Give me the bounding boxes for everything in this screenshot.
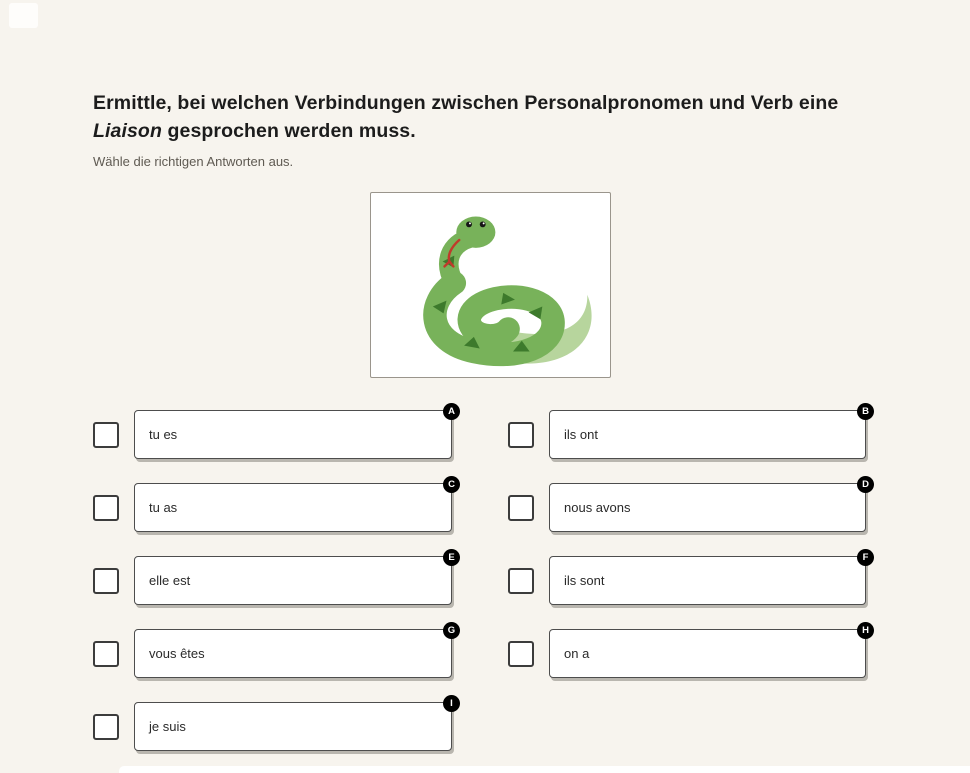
option-d-answer[interactable] [549,479,869,532]
option-h [508,625,869,678]
option-e-label: elle est [149,573,191,588]
option-b-label: ils ont [564,427,598,442]
option-c-label: tu as [149,500,178,515]
task-instruction: Wähle die richtigen Antworten aus. [93,154,294,169]
option-f-label: ils sont [564,573,605,588]
option-i-checkbox[interactable] [93,714,119,740]
option-e-answer[interactable] [134,552,455,605]
bottom-white-strip [119,766,970,773]
option-g-badge: G [443,622,460,639]
option-h-label: on a [564,646,590,661]
option-a-answer[interactable] [134,406,455,459]
option-f-answer[interactable] [549,552,869,605]
option-i-answer[interactable] [134,698,453,751]
option-a-checkbox[interactable] [93,422,119,448]
option-f [508,552,869,605]
illustration-frame [370,192,611,378]
option-d-checkbox[interactable] [508,495,534,521]
option-b-answer[interactable] [549,406,869,459]
option-d-label: nous avons [564,500,631,515]
task-title-text: Ermittle, bei welchen Verbindungen zwischen Personalpronomen und Verb eine [93,92,839,114]
task-title-emphasis: Liaison [93,119,162,142]
option-g-checkbox[interactable] [93,641,119,667]
option-d-badge: D [857,476,874,493]
option-b [508,406,869,459]
snake-illustration-icon [375,197,606,373]
option-e-checkbox[interactable] [93,568,119,594]
option-a-label: tu es [149,427,178,442]
option-h-answer[interactable] [549,625,869,678]
option-a-badge: A [443,403,460,420]
task-title-text-end: gesprochen werden muss. [161,119,416,142]
option-f-checkbox[interactable] [508,568,534,594]
option-h-badge: H [857,622,874,639]
option-e [93,552,455,605]
option-g-answer[interactable] [134,625,456,678]
answer-options [93,406,869,751]
option-e-badge: E [443,549,460,566]
option-c-badge: C [443,476,460,493]
option-i-label: je suis [149,719,186,734]
option-c [93,479,455,532]
option-b-checkbox[interactable] [508,422,534,448]
option-g [93,625,456,678]
option-d [508,479,869,532]
option-h-checkbox[interactable] [508,641,534,667]
option-i [93,698,453,751]
option-i-badge: I [443,695,460,712]
task-title [93,90,881,145]
option-f-badge: F [857,549,874,566]
top-left-white-patch [9,3,38,28]
option-c-checkbox[interactable] [93,495,119,521]
option-g-label: vous êtes [149,646,205,661]
option-a [93,406,455,459]
option-b-badge: B [857,403,874,420]
option-c-answer[interactable] [134,479,455,532]
